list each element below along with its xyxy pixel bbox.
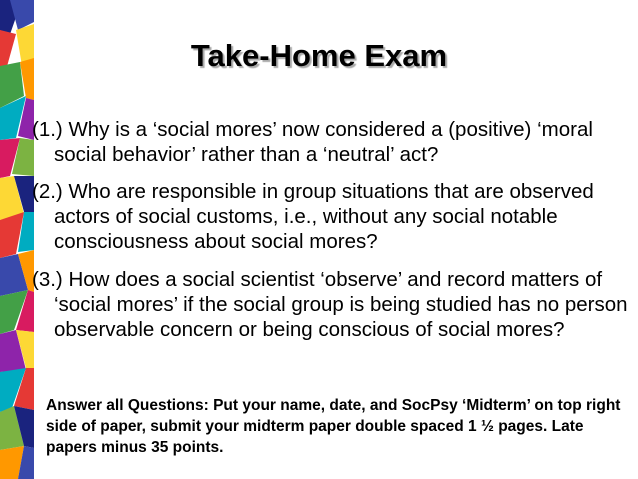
slide-title: Take-Home Exam (190, 38, 448, 73)
question-3: (3.) How does a social scientist ‘observe’ and record matters of ‘social mores’ if the social group is being studied has no person observable concern or being conscious of social mores? (32, 268, 628, 341)
exam-instructions: Answer all Questions: Put your name, date, and SocPsy ‘Midterm’ on top right side of paper, submit your midterm paper double spaced 1 ½ pages. Late papers minus 35 points. (46, 397, 621, 456)
question-2: (2.) Who are responsible in group situations that are observed actors of social customs, i.e., without any social notable consciousness about social mores? (32, 180, 594, 253)
question-1: (1.) Why is a ‘social mores’ now considered a (positive) ‘moral social behavior’ rather than a ‘neutral’ act? (32, 118, 593, 166)
